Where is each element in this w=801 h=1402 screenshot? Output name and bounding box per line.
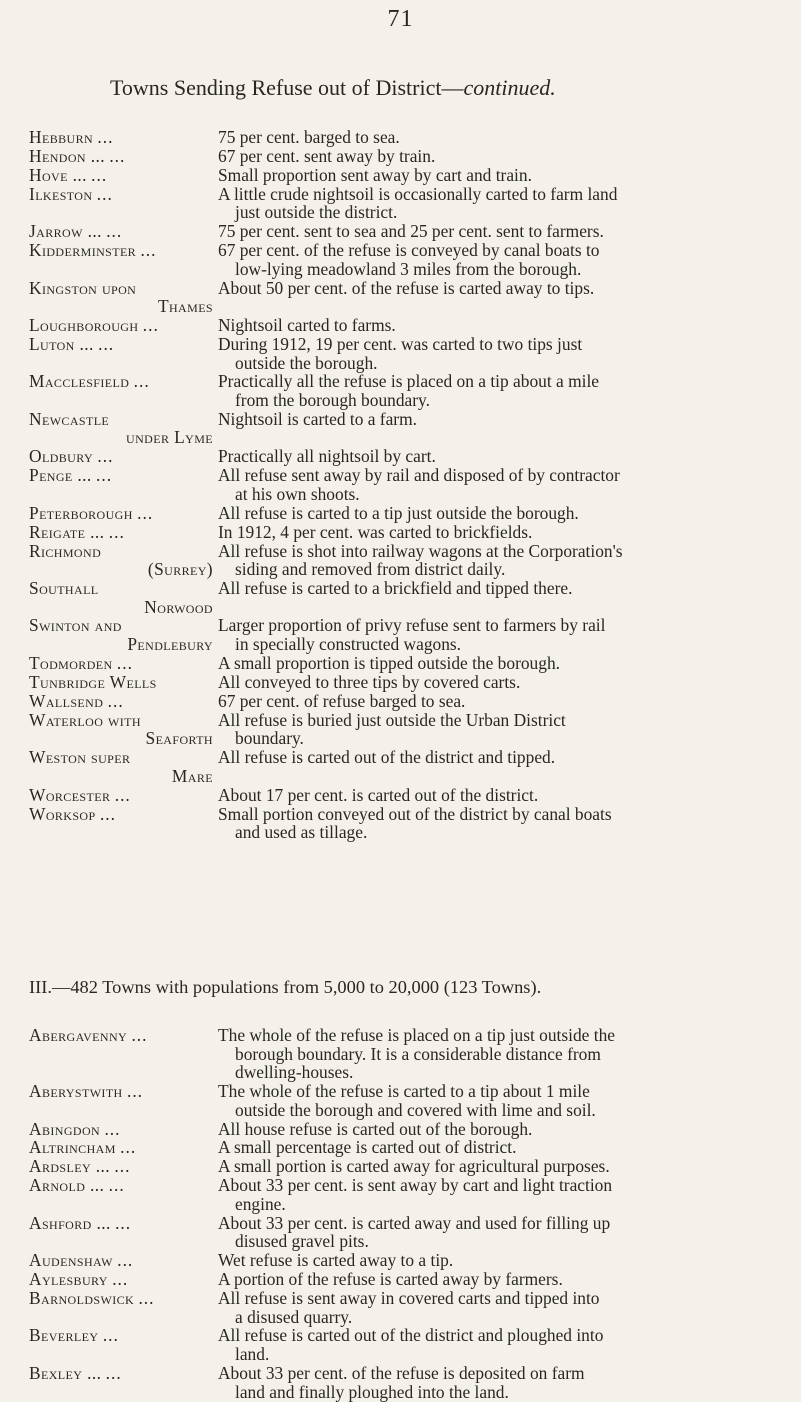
- description-line: All house refuse is carted out of the borough.: [218, 1118, 533, 1139]
- description-continuation: engine.: [235, 1193, 286, 1214]
- town-name: [29, 1138, 216, 1157]
- leader-dots: ...: [107, 690, 124, 711]
- town-name: [29, 523, 216, 542]
- list-item: [29, 1176, 791, 1213]
- list-item: [29, 185, 791, 222]
- disposal-description: [216, 410, 791, 429]
- disposal-description: [216, 147, 791, 166]
- town-label-continued: Mare: [171, 765, 213, 786]
- description-line: During 1912, 19 per cent. was carted to two tips just: [218, 333, 583, 354]
- description-continuation: just outside the district.: [235, 202, 398, 223]
- list-item: [29, 542, 791, 579]
- page-number: 71: [387, 6, 414, 32]
- description-line: About 33 per cent. is carted away and used for filling up: [218, 1212, 611, 1233]
- town-label: Worcester: [29, 784, 111, 805]
- leader-dots: ...: [98, 333, 115, 354]
- leader-dots: ...: [137, 502, 154, 523]
- description-continuation: boundary.: [235, 728, 304, 749]
- town-label-continued: (Surrey): [147, 559, 213, 580]
- town-label: Newcastle: [29, 408, 110, 429]
- list-item: [29, 147, 791, 166]
- description-line: About 33 per cent. is sent away by cart and light traction: [218, 1175, 613, 1196]
- town-name: [29, 1270, 216, 1289]
- description-line: 67 per cent. of refuse barged to sea.: [218, 690, 466, 711]
- leader-dots: ...: [108, 1175, 125, 1196]
- list-item: [29, 673, 791, 692]
- disposal-description: [216, 1326, 791, 1363]
- description-continuation: at his own shoots.: [235, 483, 360, 504]
- town-label: Aylesbury: [29, 1269, 108, 1290]
- disposal-description: [216, 1082, 791, 1119]
- town-name: [29, 410, 216, 447]
- entries-list-2: [29, 1026, 791, 1401]
- disposal-description: [216, 279, 791, 298]
- description-continuation: a disused quarry.: [235, 1306, 353, 1327]
- page-heading: [110, 75, 790, 101]
- list-item: [29, 447, 791, 466]
- disposal-description: [216, 1026, 791, 1082]
- town-name: [29, 692, 216, 711]
- list-item: [29, 692, 791, 711]
- list-item: [29, 523, 791, 542]
- town-label-continued: under Lyme: [126, 427, 213, 448]
- description-continuation: land and finally ploughed into the land.: [235, 1381, 509, 1402]
- leader-dots: ...: [126, 1081, 144, 1102]
- disposal-description: [216, 523, 791, 542]
- disposal-description: [216, 542, 791, 579]
- description-line: Larger proportion of privy refuse sent to farmers by rail: [218, 615, 606, 636]
- list-item: [29, 279, 791, 316]
- town-name: [29, 1251, 216, 1270]
- town-name: [29, 279, 216, 316]
- leader-dots: ...: [133, 371, 150, 392]
- leader-dots: ...: [140, 240, 157, 261]
- leader-dots: ...: [97, 446, 114, 467]
- description-line: A small proportion is tipped outside the borough.: [218, 652, 560, 673]
- disposal-description: [216, 504, 791, 523]
- town-name: [29, 1082, 216, 1101]
- disposal-description: [216, 372, 791, 409]
- town-name: [29, 1364, 216, 1383]
- section-heading: III.—482 Towns with populations from 5,000 to 20,000 (123 Towns).: [29, 977, 542, 997]
- list-item: [29, 711, 791, 748]
- town-label: Swinton and: [29, 615, 122, 636]
- list-item: [29, 1251, 791, 1270]
- town-label: Oldbury: [29, 446, 94, 467]
- town-label: Weston super: [29, 747, 131, 768]
- entries-list-1: [29, 128, 791, 842]
- description-line: Practically all the refuse is placed on a tip about a mile: [218, 371, 600, 392]
- list-item: [29, 241, 791, 278]
- description-continuation: disused gravel pits.: [235, 1231, 369, 1252]
- list-item: [29, 128, 791, 147]
- list-item: [29, 372, 791, 409]
- town-name: [29, 1326, 216, 1345]
- heading-main: Towns Sending Refuse out of District—: [110, 75, 464, 100]
- list-item: [29, 166, 791, 185]
- list-item: [29, 1214, 791, 1251]
- town-label: Macclesfield: [29, 371, 130, 392]
- town-label: Audenshaw: [29, 1250, 113, 1271]
- description-line: All refuse is shot into railway wagons at the Corporation's: [218, 540, 623, 561]
- town-label: Southall: [29, 578, 99, 598]
- town-name: [29, 1157, 216, 1176]
- town-label: Abingdon: [29, 1118, 101, 1139]
- town-label: Jarrow ...: [29, 221, 102, 242]
- list-item: [29, 805, 791, 842]
- description-line: All refuse is carted to a brickfield and tipped there.: [218, 578, 573, 598]
- description-line: All conveyed to three tips by covered carts.: [218, 671, 521, 692]
- disposal-description: [216, 654, 791, 673]
- list-item: [29, 1157, 791, 1176]
- description-continuation: outside the borough.: [235, 352, 378, 373]
- description-line: Nightsoil is carted to a farm.: [218, 408, 417, 429]
- disposal-description: [216, 128, 791, 147]
- leader-dots: ...: [112, 1269, 129, 1290]
- town-label: Wallsend: [29, 690, 104, 711]
- description-line: A little crude nightsoil is occasionally carted to farm land: [218, 183, 618, 204]
- description-line: 75 per cent. barged to sea.: [218, 127, 400, 147]
- description-line: The whole of the refuse is carted to a tip about 1 mile: [218, 1081, 590, 1102]
- town-label-continued: Thames: [157, 296, 213, 317]
- disposal-description: [216, 1289, 791, 1326]
- description-line: The whole of the refuse is placed on a tip just outside the: [218, 1025, 615, 1045]
- list-item: [29, 316, 791, 335]
- town-label: Hebburn: [29, 127, 94, 147]
- description-continuation: and used as tillage.: [235, 822, 368, 843]
- list-item: [29, 748, 791, 785]
- list-item: [29, 1289, 791, 1326]
- town-label: Luton ...: [29, 333, 94, 354]
- town-label: Hove ...: [29, 164, 87, 185]
- description-continuation: in specially constructed wagons.: [235, 634, 462, 655]
- town-label: Waterloo with: [29, 709, 141, 730]
- disposal-description: [216, 335, 791, 372]
- list-item: [29, 335, 791, 372]
- disposal-description: [216, 222, 791, 241]
- leader-dots: ...: [114, 784, 131, 805]
- description-line: All refuse is carted out of the district and ploughed into: [218, 1325, 604, 1346]
- description-line: A small portion is carted away for agricultural purposes.: [218, 1156, 610, 1177]
- description-line: A small percentage is carted out of district.: [218, 1137, 517, 1158]
- list-item: [29, 1138, 791, 1157]
- town-label: Worksop: [29, 803, 96, 824]
- town-name: [29, 372, 216, 391]
- leader-dots: ...: [138, 1287, 155, 1308]
- disposal-description: [216, 616, 791, 653]
- leader-dots: ...: [117, 1250, 134, 1271]
- disposal-description: [216, 673, 791, 692]
- leader-dots: ...: [91, 164, 108, 185]
- description-line: Practically all nightsoil by cart.: [218, 446, 436, 467]
- disposal-description: [216, 1364, 791, 1401]
- disposal-description: [216, 166, 791, 185]
- town-name: [29, 673, 216, 692]
- town-label: Altrincham: [29, 1137, 116, 1158]
- disposal-description: [216, 579, 791, 598]
- town-name: [29, 166, 216, 185]
- disposal-description: [216, 1214, 791, 1251]
- town-label-continued: Pendlebury: [127, 634, 213, 655]
- leader-dots: ...: [109, 145, 126, 166]
- list-item: [29, 654, 791, 673]
- town-name: [29, 1214, 216, 1233]
- list-item: [29, 786, 791, 805]
- disposal-description: [216, 786, 791, 805]
- description-continuation: borough boundary. It is a considerable distance from: [235, 1043, 601, 1064]
- leader-dots: ...: [96, 183, 113, 204]
- leader-dots: ...: [97, 127, 114, 147]
- leader-dots: ...: [108, 521, 125, 542]
- list-item: [29, 410, 791, 447]
- description-line: All refuse is carted to a tip just outside the borough.: [218, 502, 579, 523]
- leader-dots: ...: [104, 1118, 121, 1139]
- description-continuation: from the borough boundary.: [235, 389, 430, 410]
- heading-continued: continued.: [463, 75, 556, 100]
- town-name: [29, 579, 216, 616]
- disposal-description: [216, 748, 791, 767]
- town-name: [29, 1120, 216, 1139]
- town-label: Aberystwith: [29, 1081, 123, 1102]
- town-name: [29, 1026, 216, 1045]
- list-item: [29, 579, 791, 616]
- description-line: Small portion conveyed out of the district by canal boats: [218, 803, 612, 824]
- town-label: Richmond: [29, 540, 102, 561]
- description-continuation: outside the borough and covered with lime and soil.: [235, 1099, 596, 1120]
- town-label: Arnold ...: [29, 1175, 105, 1196]
- town-name: [29, 185, 216, 204]
- disposal-description: [216, 805, 791, 842]
- disposal-description: [216, 185, 791, 222]
- leader-dots: ...: [131, 1025, 148, 1045]
- description-line: All refuse is buried just outside the Urban District: [218, 709, 566, 730]
- disposal-description: [216, 692, 791, 711]
- disposal-description: [216, 316, 791, 335]
- town-name: [29, 711, 216, 748]
- description-line: 67 per cent. of the refuse is conveyed by canal boats to: [218, 240, 600, 261]
- town-label: Barnoldswick: [29, 1287, 135, 1308]
- description-line: Nightsoil carted to farms.: [218, 315, 396, 336]
- list-item: [29, 1364, 791, 1401]
- town-label: Penge ...: [29, 465, 92, 486]
- leader-dots: ...: [142, 315, 159, 336]
- town-name: [29, 542, 216, 579]
- town-name: [29, 147, 216, 166]
- disposal-description: [216, 1138, 791, 1157]
- disposal-description: [216, 1251, 791, 1270]
- town-name: [29, 128, 216, 147]
- description-continuation: dwelling-houses.: [235, 1062, 354, 1083]
- disposal-description: [216, 241, 791, 278]
- description-line: 67 per cent. sent away by train.: [218, 145, 436, 166]
- town-name: [29, 504, 216, 523]
- leader-dots: ...: [102, 1325, 119, 1346]
- description-line: Small proportion sent away by cart and train.: [218, 164, 532, 185]
- description-line: All refuse sent away by rail and disposed of by contractor: [218, 465, 620, 486]
- town-name: [29, 786, 216, 805]
- description-line: Wet refuse is carted away to a tip.: [218, 1250, 454, 1271]
- description-line: About 50 per cent. of the refuse is carted away to tips.: [218, 277, 595, 298]
- town-label: Peterborough: [29, 502, 133, 523]
- description-continuation: low-lying meadowland 3 miles from the borough.: [235, 258, 582, 279]
- town-name: [29, 447, 216, 466]
- disposal-description: [216, 1120, 791, 1139]
- town-name: [29, 316, 216, 335]
- description-line: About 33 per cent. of the refuse is deposited on farm: [218, 1362, 585, 1383]
- disposal-description: [216, 1270, 791, 1289]
- town-label: Ardsley ...: [29, 1156, 111, 1177]
- leader-dots: ...: [96, 465, 113, 486]
- town-name: [29, 222, 216, 241]
- list-item: [29, 466, 791, 503]
- town-name: [29, 805, 216, 824]
- town-label: Tunbridge Wells: [29, 671, 157, 692]
- disposal-description: [216, 1176, 791, 1213]
- list-item: [29, 222, 791, 241]
- disposal-description: [216, 1157, 791, 1176]
- disposal-description: [216, 466, 791, 503]
- town-name: [29, 466, 216, 485]
- description-line: All refuse is sent away in covered carts and tipped into: [218, 1287, 600, 1308]
- list-item: [29, 1270, 791, 1289]
- description-line: About 17 per cent. is carted out of the district.: [218, 784, 539, 805]
- description-line: A portion of the refuse is carted away by farmers.: [218, 1269, 563, 1290]
- town-name: [29, 616, 216, 653]
- list-item: [29, 1082, 791, 1119]
- leader-dots: ...: [105, 1362, 122, 1383]
- town-label-continued: Norwood: [144, 596, 213, 617]
- town-label: Todmorden: [29, 652, 113, 673]
- leader-dots: ...: [120, 1137, 137, 1158]
- town-label-continued: Seaforth: [145, 728, 213, 749]
- leader-dots: ...: [114, 1156, 131, 1177]
- town-name: [29, 241, 216, 260]
- description-line: 75 per cent. sent to sea and 25 per cent. sent to farmers.: [218, 221, 604, 242]
- town-name: [29, 335, 216, 354]
- town-label: Ilkeston: [29, 183, 93, 204]
- town-label: Kidderminster: [29, 240, 137, 261]
- leader-dots: ...: [106, 221, 123, 242]
- list-item: [29, 616, 791, 653]
- town-name: [29, 654, 216, 673]
- leader-dots: ...: [116, 652, 133, 673]
- list-item: [29, 504, 791, 523]
- town-name: [29, 1176, 216, 1195]
- town-label: Bexley ...: [29, 1362, 102, 1383]
- town-label: Beverley: [29, 1325, 99, 1346]
- disposal-description: [216, 447, 791, 466]
- town-label: Abergavenny: [29, 1025, 128, 1045]
- description-continuation: siding and removed from district daily.: [235, 559, 506, 580]
- town-label: Loughborough: [29, 315, 139, 336]
- description-continuation: land.: [235, 1344, 270, 1365]
- list-item: [29, 1120, 791, 1139]
- town-label: Ashford ...: [29, 1212, 111, 1233]
- town-label: Hendon ...: [29, 145, 105, 166]
- description-line: In 1912, 4 per cent. was carted to brickfields.: [218, 521, 533, 542]
- town-name: [29, 748, 216, 785]
- leader-dots: ...: [115, 1212, 132, 1233]
- description-line: All refuse is carted out of the district and tipped.: [218, 747, 556, 768]
- disposal-description: [216, 711, 791, 748]
- town-label: Kingston upon: [29, 277, 137, 298]
- leader-dots: ...: [99, 803, 116, 824]
- list-item: [29, 1026, 791, 1082]
- list-item: [29, 1326, 791, 1363]
- town-label: Reigate ...: [29, 521, 105, 542]
- town-name: [29, 1289, 216, 1308]
